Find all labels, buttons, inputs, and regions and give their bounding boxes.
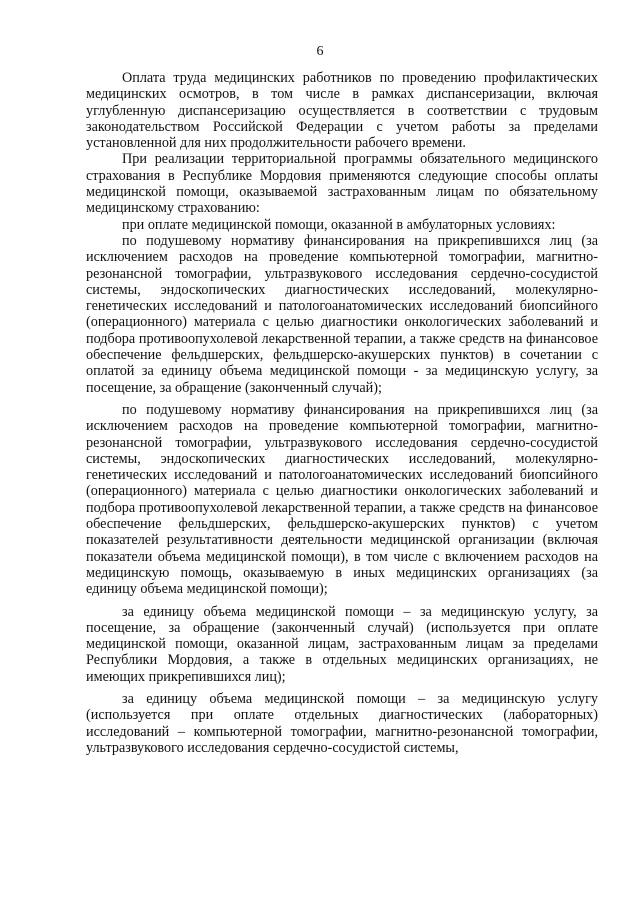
paragraph-payment-methods-intro: При реализации территориальной программы обязательного медицинского страхования в Республике Мордовия применяются следующие способы оплаты медицинской помощи, оказываемой застрахованным лицам по обязательному медицинскому страхованию: [86, 151, 598, 217]
paragraph-unit-volume-service: за единицу объема медицинской помощи – за медицинскую услугу, за посещение, за обращение (законченный случай) (используется при оплате медицинской помощи, оказанной лицам, застрахованным лицам за пределами Республики Мордовия, а также в отдельных медицинских организациях, не имеющих прикрепившихся лиц); [86, 603, 598, 685]
paragraph-outpatient-heading: при оплате медицинской помощи, оказанной в амбулаторных условиях: [122, 216, 556, 233]
paragraph-per-capita-performance: по подушевому нормативу финансирования на прикрепившихся лиц (за исключением расходов на проведение компьютерной томографии, магнитно-резонансной томографии, ультразвукового исследования сердечно-сосудистой системы, эндоскопических диагностических исследований, молекулярно-генетических исследований и патологоанатомических исследований биопсийного (операционного) материала с целью диагностики онкологических заболеваний и подбора противоопухолевой лекарственной терапии, а также средств на финансовое обеспечение фельдшерских, фельдшерско-акушерских пунктов) с учетом показателей результативности деятельности медицинской организации (включая показатели объема медицинской помощи), в том числе с включением расходов на медицинскую помощь, оказываемую в иных медицинских организациях (за единицу объема медицинской помощи); [86, 401, 598, 598]
paragraph-unit-volume-diagnostics: за единицу объема медицинской помощи – за медицинскую услугу (используется при оплате отдельных диагностических (лабораторных) исследований – компьютерной томографии, магнитно-резонансной томографии, ультразвукового исследования сердечно-сосудистой системы, [86, 690, 598, 756]
paragraph-per-capita-combined: по подушевому нормативу финансирования на прикрепившихся лиц (за исключением расходов на проведение компьютерной томографии, магнитно-резонансной томографии, ультразвукового исследования сердечно-сосудистой системы, эндоскопических диагностических исследований, молекулярно-генетических исследований и патологоанатомических исследований биопсийного (операционного) материала с целью диагностики онкологических заболеваний и подбора противоопухолевой лекарственной терапии, а также средств на финансовое обеспечение фельдшерских, фельдшерско-акушерских пунктов) в сочетании с оплатой за единицу объема медицинской помощи - за медицинскую услугу, за посещение, за обращение (законченный случай); [86, 232, 598, 396]
document-body [86, 70, 598, 756]
paragraph-payment-labor: Оплата труда медицинских работников по проведению профилактических медицинских осмотров, в том числе в рамках диспансеризации, включая углубленную диспансеризацию осуществляется в соответствии с трудовым законодательством Российской Федерации с учетом работы за пределами установленной для них продолжительности рабочего времени. [86, 70, 598, 152]
page-number: 6 [316, 44, 324, 59]
